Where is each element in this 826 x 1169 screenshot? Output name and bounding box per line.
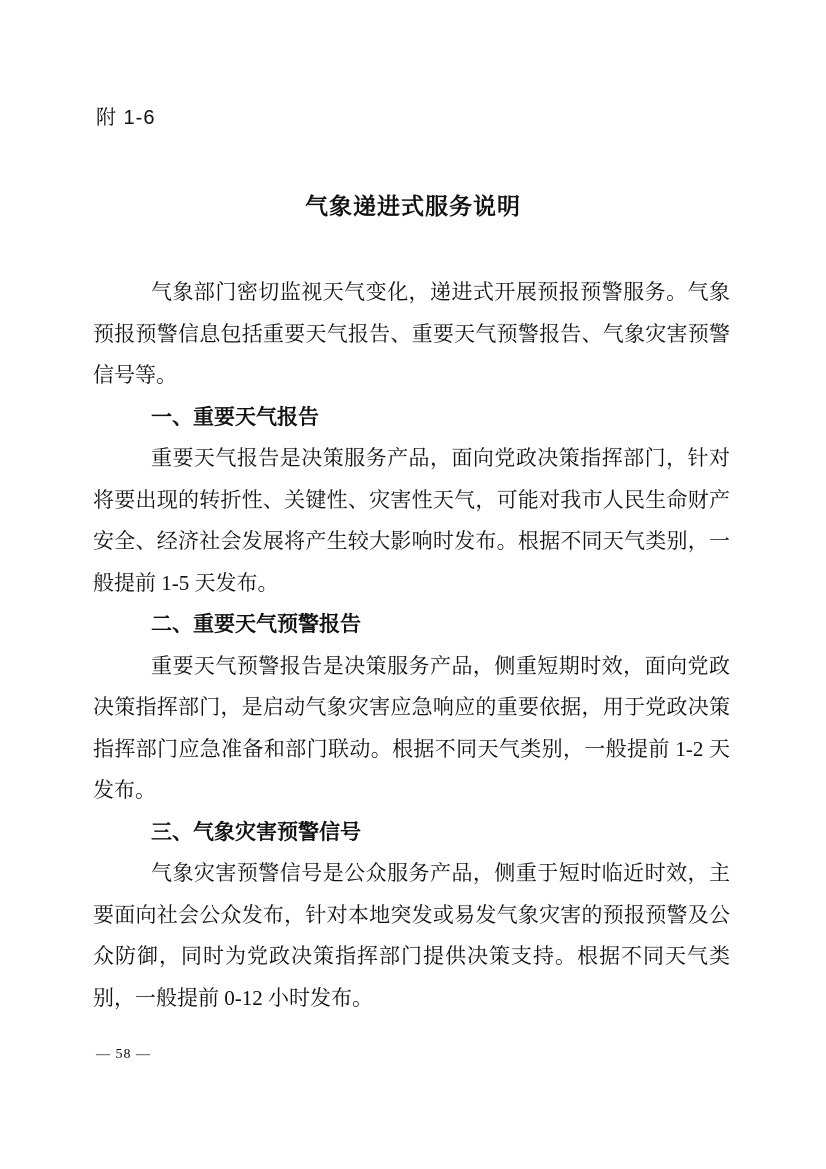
intro-paragraph: 气象部门密切监视天气变化，递进式开展预报预警服务。气象预报预警信息包括重要天气报告、重要天气预警报告、气象灾害预警信号等。 (93, 280, 730, 387)
document-body (93, 272, 730, 1019)
appendix-label: 附 1-6 (96, 107, 156, 129)
section-2-paragraph: 重要天气预警报告是决策服务产品，侧重短期时效，面向党政决策指挥部门，是启动气象灾害应急响应的重要依据，用于党政决策指挥部门应急准备和部门联动。根据不同天气类别，一般提前 1-2 天发布。 (93, 653, 730, 802)
section-3-heading: 三、气象灾害预警信号 (151, 820, 361, 844)
page-number: — 58 — (96, 1047, 151, 1062)
section-3-paragraph: 气象灾害预警信号是公众服务产品，侧重于短时临近时效，主要面向社会公众发布，针对本地突发或易发气象灾害的预报预警及公众防御，同时为党政决策指挥部门提供决策支持。根据不同天气类别，一般提前 0-12 小时发布。 (93, 861, 730, 1010)
section-1-heading: 一、重要天气报告 (151, 405, 319, 429)
section-1-paragraph: 重要天气报告是决策服务产品，面向党政决策指挥部门，针对将要出现的转折性、关键性、灾害性天气，可能对我市人民生命财产安全、经济社会发展将产生较大影响时发布。根据不同天气类别，一般提前 1-5 天发布。 (93, 446, 730, 595)
section-2-heading: 二、重要天气预警报告 (151, 613, 361, 636)
document-title: 气象递进式服务说明 (305, 194, 521, 219)
